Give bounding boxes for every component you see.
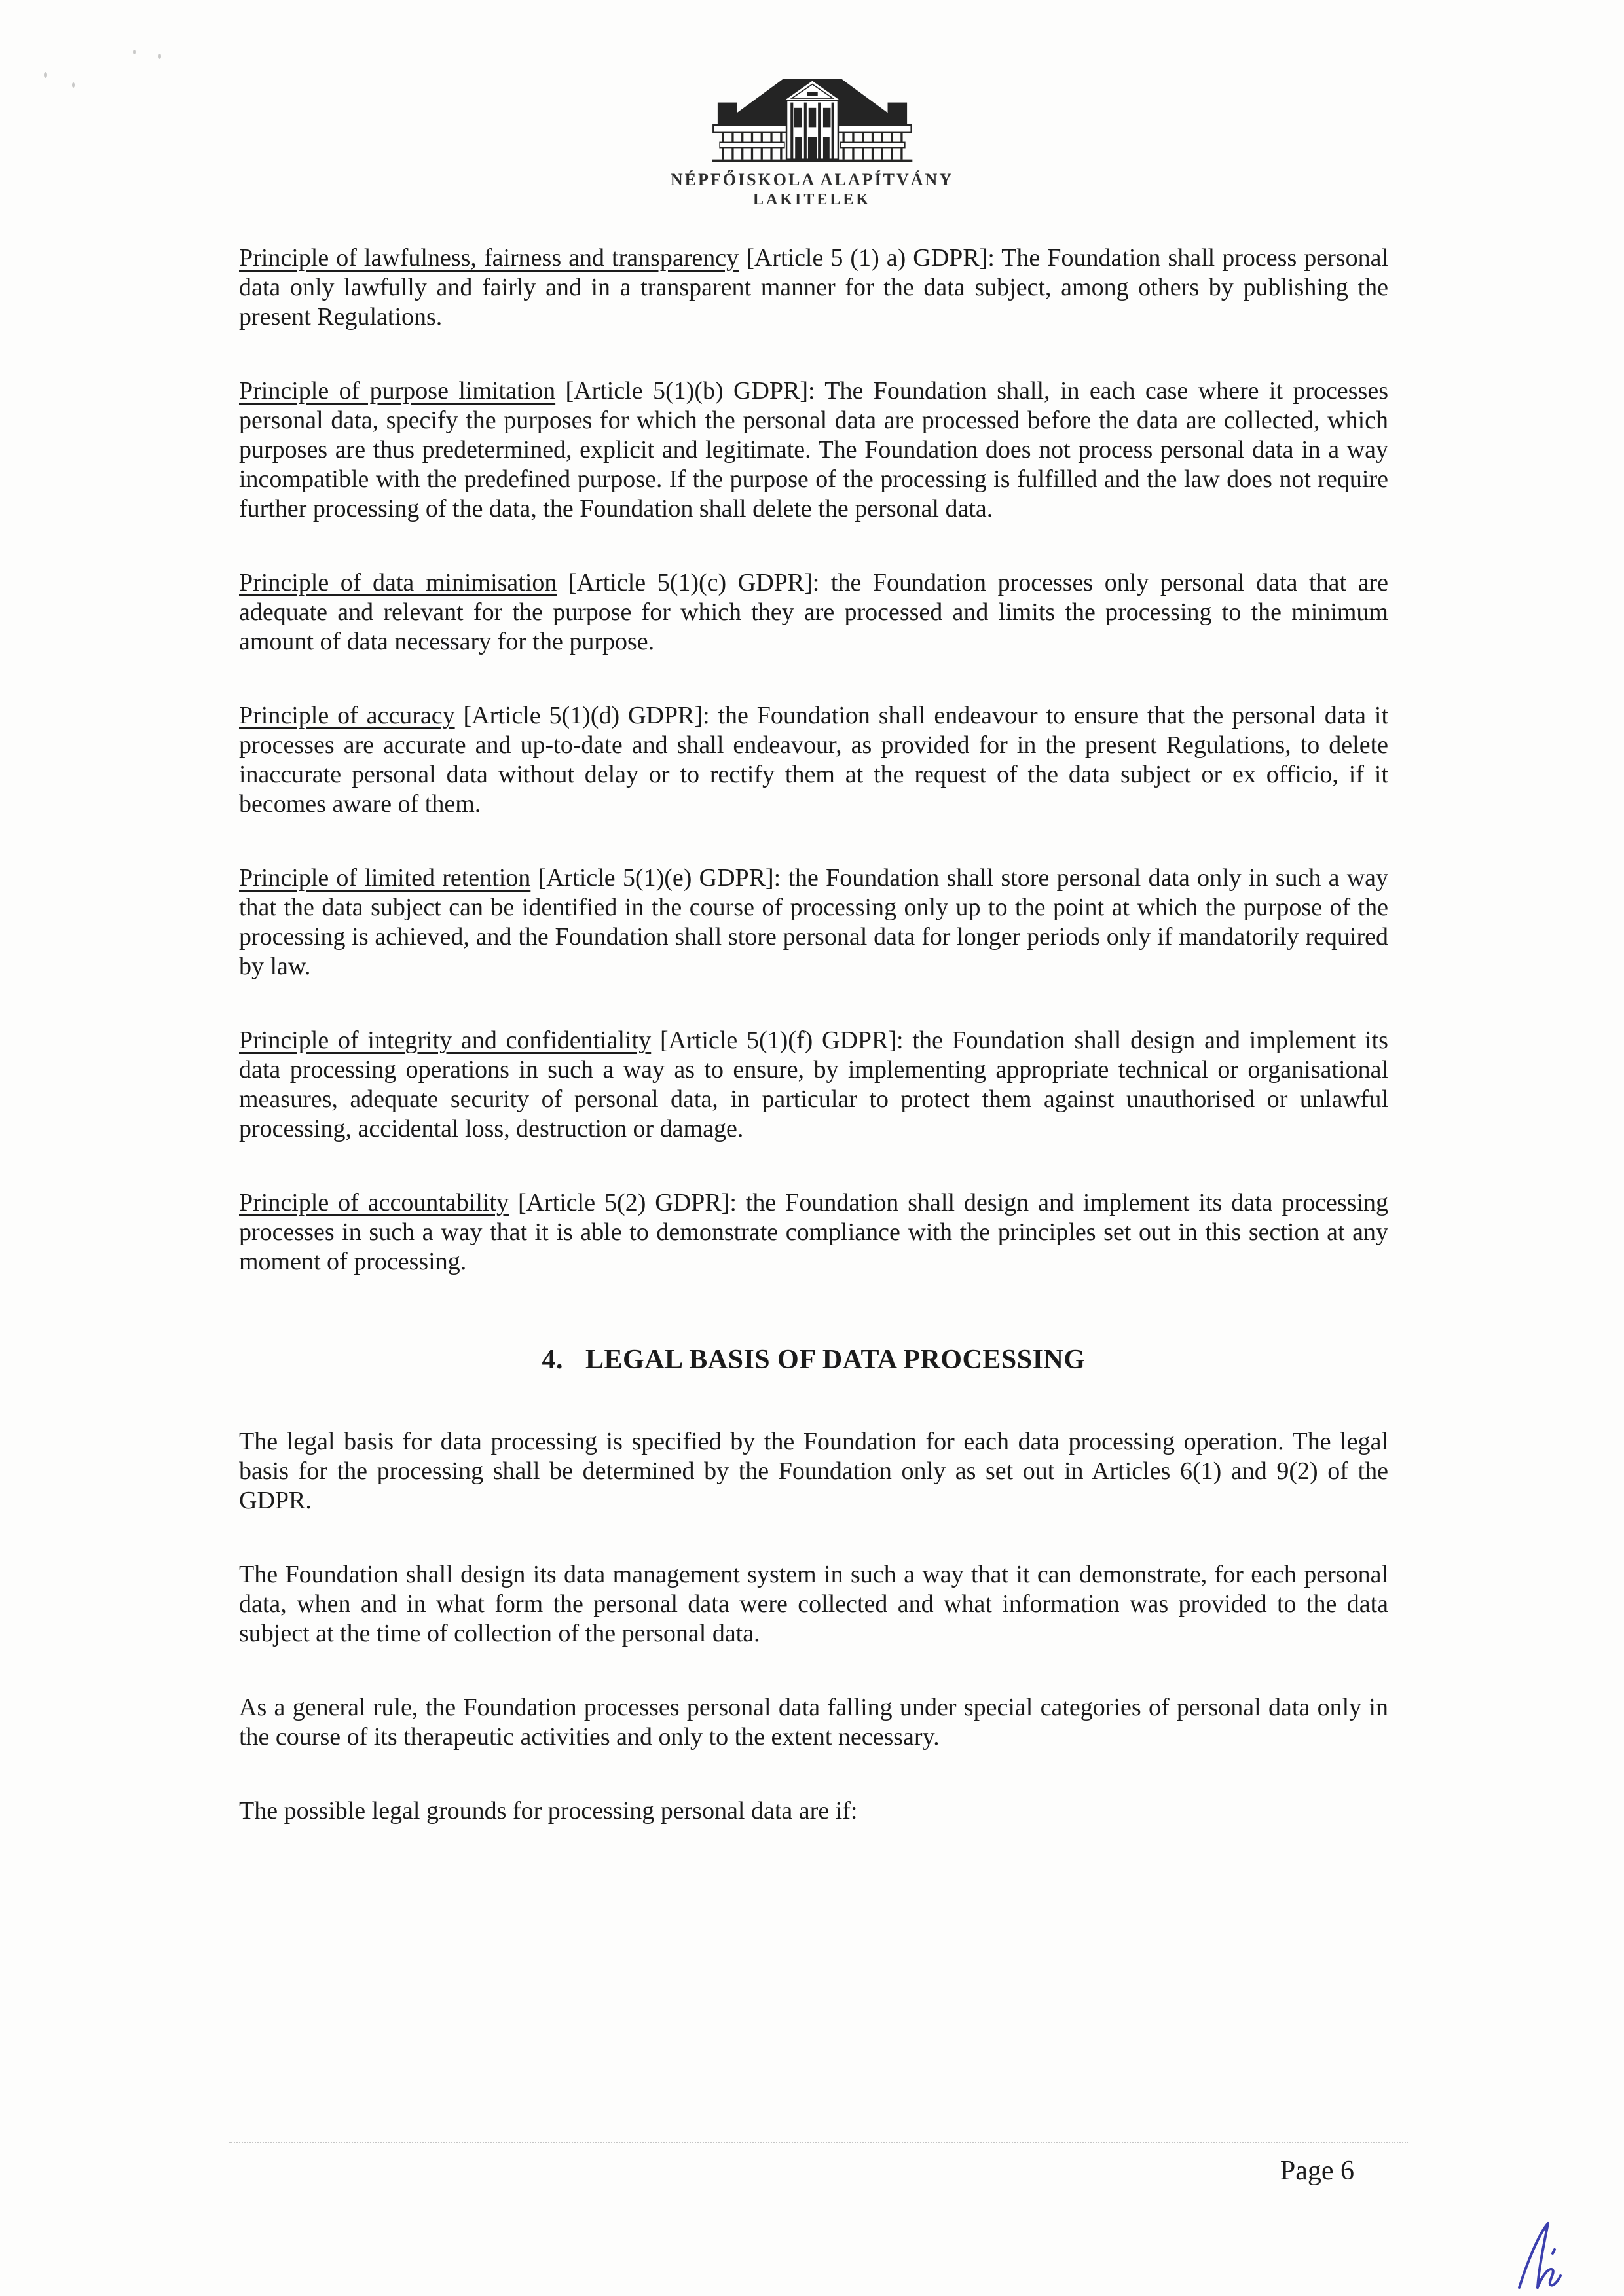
principle-paragraph-accountability (239, 1188, 1388, 1277)
principle-text: [Article 5(1)(b) GDPR]: The Foundation shall, in each case where it processes personal data, specify the purposes for which the personal data are processed before the data are collected, which purposes are thus predetermined, explicit and legitimate. The Foundation does not process personal data in a way incompatible with the predefined purpose. If the purpose of the processing is fulfilled and the law does not require further processing of the data, the Foundation shall delete the personal data. (239, 377, 1388, 522)
section-title: LEGAL BASIS OF DATA PROCESSING (585, 1345, 1086, 1375)
body-paragraph-legal-grounds-intro: The possible legal grounds for processing personal data are if: (239, 1797, 858, 1825)
principle-text: [Article 5(2) GDPR]: the Foundation shall design and implement its data processing processes in such a way that it is able to demonstrate compliance with the principles set out in this section at any moment of processing. (239, 1189, 1388, 1275)
logo-caption-line1: NÉPFŐISKOLA ALAPÍTVÁNY (670, 170, 954, 189)
page-number: Page 6 (1280, 2156, 1354, 2186)
foundation-building-logo (699, 68, 925, 168)
body-paragraph-special-categories: As a general rule, the Foundation processes personal data falling under special categories of personal data only in the course of its therapeutic activities and only to the extent necessary. (239, 1694, 1388, 1751)
principle-text: [Article 5 (1) a) GDPR]: The Foundation shall process personal data only lawfully and fairly and in a transparent manner for the data subject, among others by publishing the present Regulations. (239, 244, 1388, 331)
logo-caption (0, 170, 1624, 210)
principle-lead: Principle of integrity and confidentiality (239, 1027, 652, 1054)
principle-lead: Principle of data minimisation (239, 569, 557, 596)
scan-speck (133, 50, 136, 54)
section-number: 4. (542, 1345, 564, 1375)
scan-artifact-line (229, 2142, 1408, 2143)
principle-paragraph-lawfulness (239, 244, 1388, 332)
principle-text: [Article 5(1)(f) GDPR]: the Foundation shall design and implement its data processing operations in such a way as to ensure, by implementing appropriate technical or organisational measures, adequate security of personal data, in particular to protect them against unauthorised or unlawful processing, accidental loss, destruction or damage. (239, 1027, 1388, 1142)
principle-text: [Article 5(1)(c) GDPR]: the Foundation processes only personal data that are adequate and relevant for the purpose for which they are processed and limits the processing to the minimum amount of data necessary for the purpose. (239, 569, 1388, 655)
principle-paragraph-purpose-limitation (239, 376, 1388, 524)
letterhead (0, 68, 1624, 210)
principle-lead: Principle of accountability (239, 1189, 509, 1216)
principle-paragraph-limited-retention (239, 864, 1388, 981)
handwritten-initials (1511, 2218, 1572, 2291)
principle-lead: Principle of accuracy (239, 702, 455, 729)
logo-caption-line2: LAKITELEK (752, 191, 872, 208)
principle-paragraph-data-minimisation (239, 568, 1388, 657)
principle-text: [Article 5(1)(e) GDPR]: the Foundation shall store personal data only in such a way that the data subject can be identified in the course of processing only up to the point at which the purpose of the processing is achieved, and the Foundation shall store personal data for longer periods only if mandatorily required by law. (239, 864, 1388, 980)
body-paragraph-data-management-system: The Foundation shall design its data management system in such a way that it can demonstrate, for each personal data, when and in what form the personal data were collected and what information was provided to the data subject at the time of collection of the personal data. (239, 1561, 1388, 1647)
principle-lead: Principle of lawfulness, fairness and transparency (239, 244, 739, 272)
scan-speck (158, 54, 161, 59)
principle-text: [Article 5(1)(d) GDPR]: the Foundation shall endeavour to ensure that the personal data it processes are accurate and up-to-date and shall endeavour, as provided for in the present Regulations, to delete inaccurate personal data without delay or to rectify them at the request of the data subject or ex officio, if it becomes aware of them. (239, 702, 1389, 818)
principle-lead: Principle of purpose limitation (239, 377, 556, 405)
principle-paragraph-accuracy (239, 701, 1388, 819)
principle-lead: Principle of limited retention (239, 864, 531, 892)
document-body (239, 244, 1388, 1870)
principle-paragraph-integrity-confidentiality (239, 1026, 1388, 1144)
section-heading (239, 1345, 1388, 1375)
body-paragraph-legal-basis: The legal basis for data processing is specified by the Foundation for each data processing operation. The legal basis for the processing shall be determined by the Foundation only as set out in Articles 6(1) and 9(2) of the GDPR. (239, 1428, 1388, 1514)
